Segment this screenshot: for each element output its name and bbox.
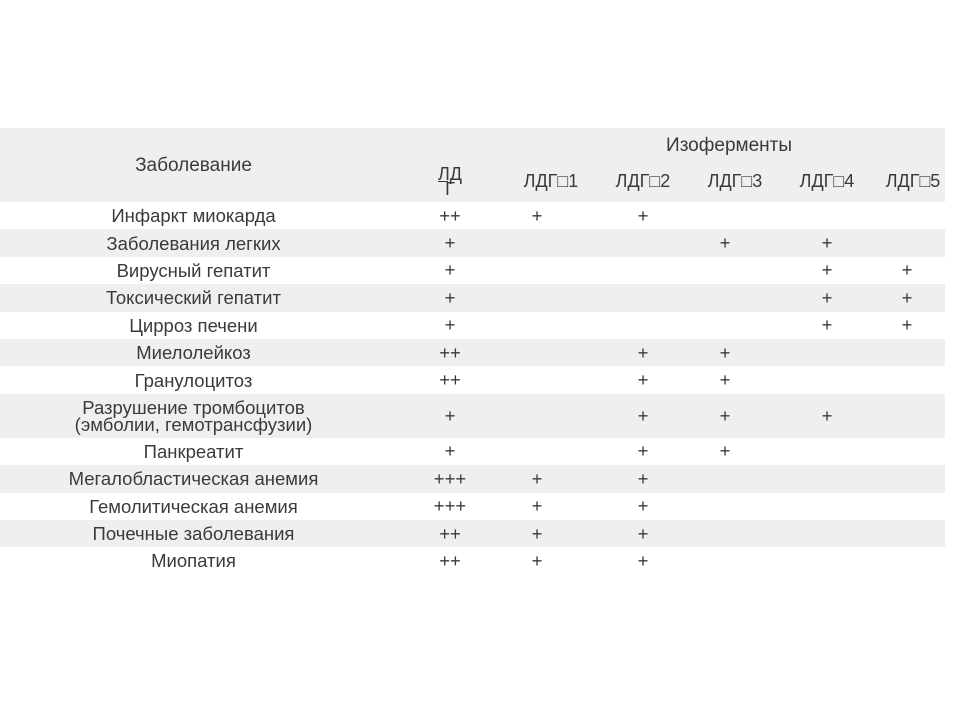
isoenzyme-mark-cell [697,257,773,284]
isoenzyme-mark-cell [589,547,697,574]
header-ldg1: ЛДГ□1 [513,160,589,202]
isoenzyme-mark-cell [881,493,945,520]
isoenzyme-mark-cell [773,547,881,574]
isoenzyme-mark: + [444,314,456,336]
isoenzyme-mark-cell [773,257,881,284]
isoenzyme-mark-cell [387,366,513,393]
isoenzyme-mark-cell [513,493,589,520]
isoenzyme-mark-cell [881,339,945,366]
isoenzyme-mark-cell [513,229,589,256]
isoenzyme-mark-cell [697,547,773,574]
isoenzyme-mark: ++ [439,369,461,391]
table-row [0,284,945,311]
isoenzyme-mark: + [719,232,731,254]
disease-name-cell [0,202,387,229]
isoenzyme-mark: + [637,495,649,517]
isoenzyme-mark: + [531,204,543,226]
isoenzyme-mark-cell [773,202,881,229]
disease-name-cell [0,465,387,492]
isoenzyme-mark-cell [697,366,773,393]
isoenzyme-mark-cell [881,257,945,284]
header-total-ldg [387,160,513,202]
disease-name: Мегалобластическая анемия [68,468,319,490]
isoenzyme-mark: + [719,404,731,426]
disease-name: Разрушение тромбоцитов [82,396,305,418]
isoenzyme-mark: ++ [439,522,461,544]
header-disease: Заболевание [0,128,387,202]
isoenzyme-mark-cell [513,339,589,366]
disease-name: Инфаркт миокарда [111,205,276,227]
isoenzyme-mark: + [531,549,543,571]
table-row [0,202,945,229]
isoenzyme-mark-cell [513,520,589,547]
disease-name: Заболевания легких [106,232,281,254]
isoenzyme-mark: + [901,286,913,308]
isoenzyme-mark-cell [881,312,945,339]
isoenzyme-mark: + [637,204,649,226]
disease-name-cell [0,284,387,311]
isoenzyme-mark-cell [697,284,773,311]
isoenzyme-mark-cell [589,284,697,311]
disease-name: Почечные заболевания [92,523,295,545]
isoenzyme-mark-cell [513,312,589,339]
table-row [0,493,945,520]
isoenzyme-mark: + [901,259,913,281]
isoenzyme-mark: + [901,314,913,336]
isoenzyme-mark-cell [513,257,589,284]
header-total-line1: ЛД [437,164,462,184]
table-row [0,366,945,393]
table-row [0,520,945,547]
isoenzyme-mark-cell [773,438,881,465]
isoenzyme-mark: + [444,404,456,426]
isoenzyme-mark: + [444,232,456,254]
isoenzyme-mark: ++ [439,549,461,571]
isoenzyme-mark-cell [387,229,513,256]
table-row [0,547,945,574]
disease-name-cell [0,394,387,438]
isoenzyme-mark-cell [589,438,697,465]
disease-name: Гемолитическая анемия [89,495,298,517]
isoenzyme-mark: + [637,341,649,363]
isoenzyme-mark: + [719,341,731,363]
isoenzyme-mark: + [821,232,833,254]
disease-name-cell [0,366,387,393]
isoenzyme-mark-cell [387,202,513,229]
isoenzyme-mark: + [821,314,833,336]
isoenzyme-mark-cell [773,229,881,256]
isoenzyme-mark-cell [387,520,513,547]
disease-name-cell [0,493,387,520]
isoenzyme-mark-cell [387,465,513,492]
disease-name: Вирусный гепатит [116,259,271,281]
isoenzyme-mark-cell [697,339,773,366]
isoenzyme-mark: + [531,495,543,517]
isoenzyme-mark-cell [697,465,773,492]
isoenzyme-mark-cell [513,547,589,574]
disease-name-line2: (эмболии, гемотрансфузии) [74,413,313,435]
isoenzyme-mark-cell [589,493,697,520]
disease-name-cell [0,312,387,339]
isoenzyme-mark: + [637,369,649,391]
isoenzyme-mark-cell [387,312,513,339]
isoenzyme-mark: + [719,440,731,462]
isoenzyme-mark: + [637,522,649,544]
isoenzyme-mark-cell [589,366,697,393]
isoenzyme-mark-cell [773,493,881,520]
table-row [0,394,945,438]
disease-name-cell [0,339,387,366]
isoenzyme-mark-cell [513,366,589,393]
isoenzyme-mark-cell [881,438,945,465]
table-row [0,257,945,284]
table-body [0,202,945,575]
isoenzyme-mark: +++ [433,495,467,517]
table-row [0,339,945,366]
isoenzyme-mark-cell [773,520,881,547]
isoenzyme-mark-cell [697,493,773,520]
isoenzyme-mark-cell [513,284,589,311]
isoenzyme-mark: + [719,369,731,391]
isoenzyme-mark-cell [881,465,945,492]
isoenzyme-mark-cell [881,547,945,574]
isoenzyme-mark: + [821,286,833,308]
table-row [0,229,945,256]
header-ldg4: ЛДГ□4 [773,160,881,202]
disease-name-cell [0,229,387,256]
disease-name: Гранулоцитоз [134,369,253,391]
header-ldg5: ЛДГ□5 [881,160,945,202]
isoenzyme-mark-cell [513,465,589,492]
disease-name: Токсический гепатит [106,287,281,309]
disease-name-cell [0,547,387,574]
table-row [0,312,945,339]
disease-name-cell [0,438,387,465]
isoenzyme-mark: + [444,440,456,462]
isoenzyme-mark-cell [387,547,513,574]
isoenzyme-mark-cell [773,284,881,311]
isoenzyme-mark-cell [881,366,945,393]
isoenzyme-mark-cell [697,229,773,256]
disease-name-cell [0,520,387,547]
disease-name: Миопатия [151,550,236,572]
isoenzyme-mark-cell [697,438,773,465]
isoenzyme-mark-cell [387,493,513,520]
isoenzyme-mark-cell [697,520,773,547]
isoenzyme-mark: + [821,404,833,426]
isoenzyme-mark-cell [697,312,773,339]
table-row [0,465,945,492]
disease-name: Миелолейкоз [136,342,251,364]
header-total-line2: Г [445,179,455,199]
isoenzyme-mark-cell [589,257,697,284]
isoenzyme-mark: + [444,286,456,308]
table-row [0,438,945,465]
header-total-spacer [387,128,513,160]
isoenzyme-mark: + [637,467,649,489]
header-ldg2: ЛДГ□2 [589,160,697,202]
isoenzyme-mark: + [637,440,649,462]
isoenzyme-mark-cell [773,366,881,393]
isoenzyme-mark: + [444,259,456,281]
isoenzyme-mark: ++ [439,341,461,363]
isoenzyme-mark-cell [387,438,513,465]
isoenzyme-mark-cell [881,520,945,547]
header-isoenzymes: Изоферменты [513,128,945,160]
isoenzyme-mark-cell [387,284,513,311]
isoenzyme-mark-cell [773,312,881,339]
isoenzyme-mark: + [637,549,649,571]
isoenzyme-mark-cell [589,465,697,492]
isoenzyme-mark-cell [697,202,773,229]
isoenzyme-mark-cell [513,438,589,465]
isoenzyme-mark-cell [881,229,945,256]
isoenzyme-mark-cell [881,394,945,438]
isoenzyme-mark-cell [881,284,945,311]
isoenzyme-mark-cell [589,394,697,438]
isoenzyme-mark-cell [513,394,589,438]
isoenzyme-mark: +++ [433,467,467,489]
isoenzyme-mark-cell [387,257,513,284]
header-ldg3: ЛДГ□3 [697,160,773,202]
isoenzyme-mark: + [637,404,649,426]
isoenzyme-mark-cell [589,312,697,339]
isoenzyme-mark-cell [589,202,697,229]
disease-name: Цирроз печени [129,314,258,336]
isoenzyme-mark-cell [773,339,881,366]
isoenzyme-mark: ++ [439,204,461,226]
isoenzyme-mark-cell [589,520,697,547]
isoenzyme-mark: + [531,522,543,544]
disease-name: Панкреатит [143,440,244,462]
isoenzyme-mark-cell [881,202,945,229]
isoenzyme-mark: + [531,467,543,489]
isoenzyme-mark-cell [589,229,697,256]
isoenzyme-mark-cell [387,394,513,438]
isoenzyme-mark-cell [513,202,589,229]
disease-isoenzyme-table [0,128,945,575]
isoenzyme-mark-cell [773,394,881,438]
isoenzyme-mark: + [821,259,833,281]
isoenzyme-mark-cell [589,339,697,366]
isoenzyme-mark-cell [387,339,513,366]
disease-name-cell [0,257,387,284]
isoenzyme-mark-cell [697,394,773,438]
isoenzyme-mark-cell [773,465,881,492]
